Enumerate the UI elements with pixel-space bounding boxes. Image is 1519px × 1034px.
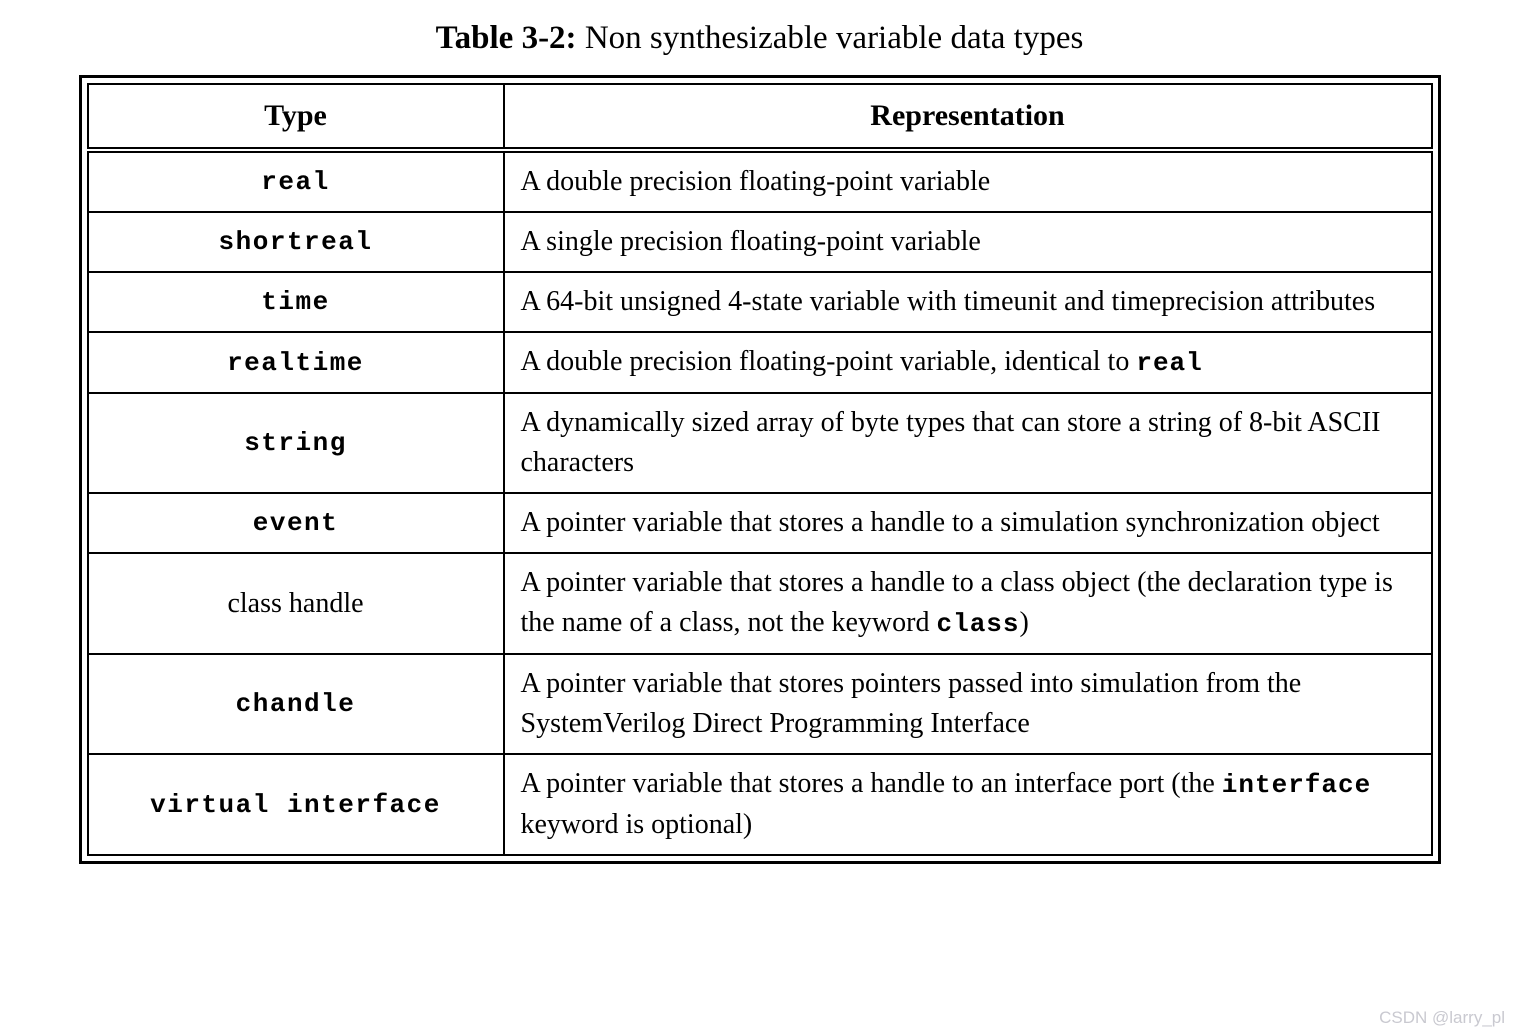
- representation-text: keyword is optional): [520, 809, 753, 840]
- table-row: [88, 654, 1432, 754]
- representation-text: A pointer variable that stores pointers passed into simulation from the SystemVerilog Direct Programming Interface: [520, 668, 1302, 739]
- table-body: [88, 150, 1432, 855]
- inline-code: interface: [1221, 770, 1372, 800]
- watermark: CSDN @larry_pl: [1379, 1008, 1505, 1027]
- table-row: [88, 754, 1432, 855]
- table-caption: [0, 0, 1519, 57]
- column-header-type: Type: [88, 84, 504, 150]
- representation-text: A pointer variable that stores a handle to a simulation synchronization object: [520, 507, 1380, 538]
- table-row: [88, 393, 1432, 493]
- table-row: [88, 553, 1432, 654]
- representation-cell: [504, 754, 1432, 855]
- type-cell: realtime: [88, 332, 504, 393]
- type-cell: string: [88, 393, 504, 493]
- type-cell: event: [88, 493, 504, 553]
- representation-cell: [504, 332, 1432, 393]
- representation-cell: [504, 493, 1432, 553]
- type-cell: shortreal: [88, 212, 504, 272]
- representation-text: A single precision floating-point variable: [520, 226, 981, 257]
- representation-text: A double precision floating-point variable, identical to: [520, 346, 1137, 377]
- representation-cell: [504, 212, 1432, 272]
- representation-cell: [504, 272, 1432, 332]
- table-row: [88, 272, 1432, 332]
- type-cell: real: [88, 150, 504, 212]
- type-cell: time: [88, 272, 504, 332]
- representation-text: A pointer variable that stores a handle to an interface port (the: [520, 768, 1222, 799]
- table-caption-number: Table 3-2:: [435, 20, 577, 56]
- representation-text: A 64-bit unsigned 4-state variable with timeunit and timeprecision attributes: [520, 286, 1376, 317]
- inline-code: class: [936, 609, 1020, 639]
- representation-text: A dynamically sized array of byte types that can store a string of 8-bit ASCII characters: [520, 407, 1381, 478]
- table-header-row: [88, 84, 1432, 150]
- table-row: [88, 150, 1432, 212]
- representation-cell: [504, 150, 1432, 212]
- table-header: [88, 84, 1432, 150]
- inline-code: real: [1136, 348, 1203, 378]
- representation-text: ): [1019, 607, 1029, 638]
- table-caption-text: Non synthesizable variable data types: [576, 20, 1084, 56]
- data-table-frame: [79, 75, 1441, 864]
- representation-text: A double precision floating-point variable: [520, 166, 991, 197]
- representation-cell: [504, 654, 1432, 754]
- table-row: [88, 332, 1432, 393]
- representation-cell: [504, 553, 1432, 654]
- type-cell: chandle: [88, 654, 504, 754]
- type-cell: class handle: [88, 553, 504, 654]
- representation-text: A pointer variable that stores a handle to a class object (the declaration type is the name of a class, not the keyword: [520, 567, 1393, 638]
- table-row: [88, 493, 1432, 553]
- representation-cell: [504, 393, 1432, 493]
- type-cell: virtual interface: [88, 754, 504, 855]
- table-row: [88, 212, 1432, 272]
- data-table: [87, 83, 1433, 856]
- column-header-representation: Representation: [504, 84, 1432, 150]
